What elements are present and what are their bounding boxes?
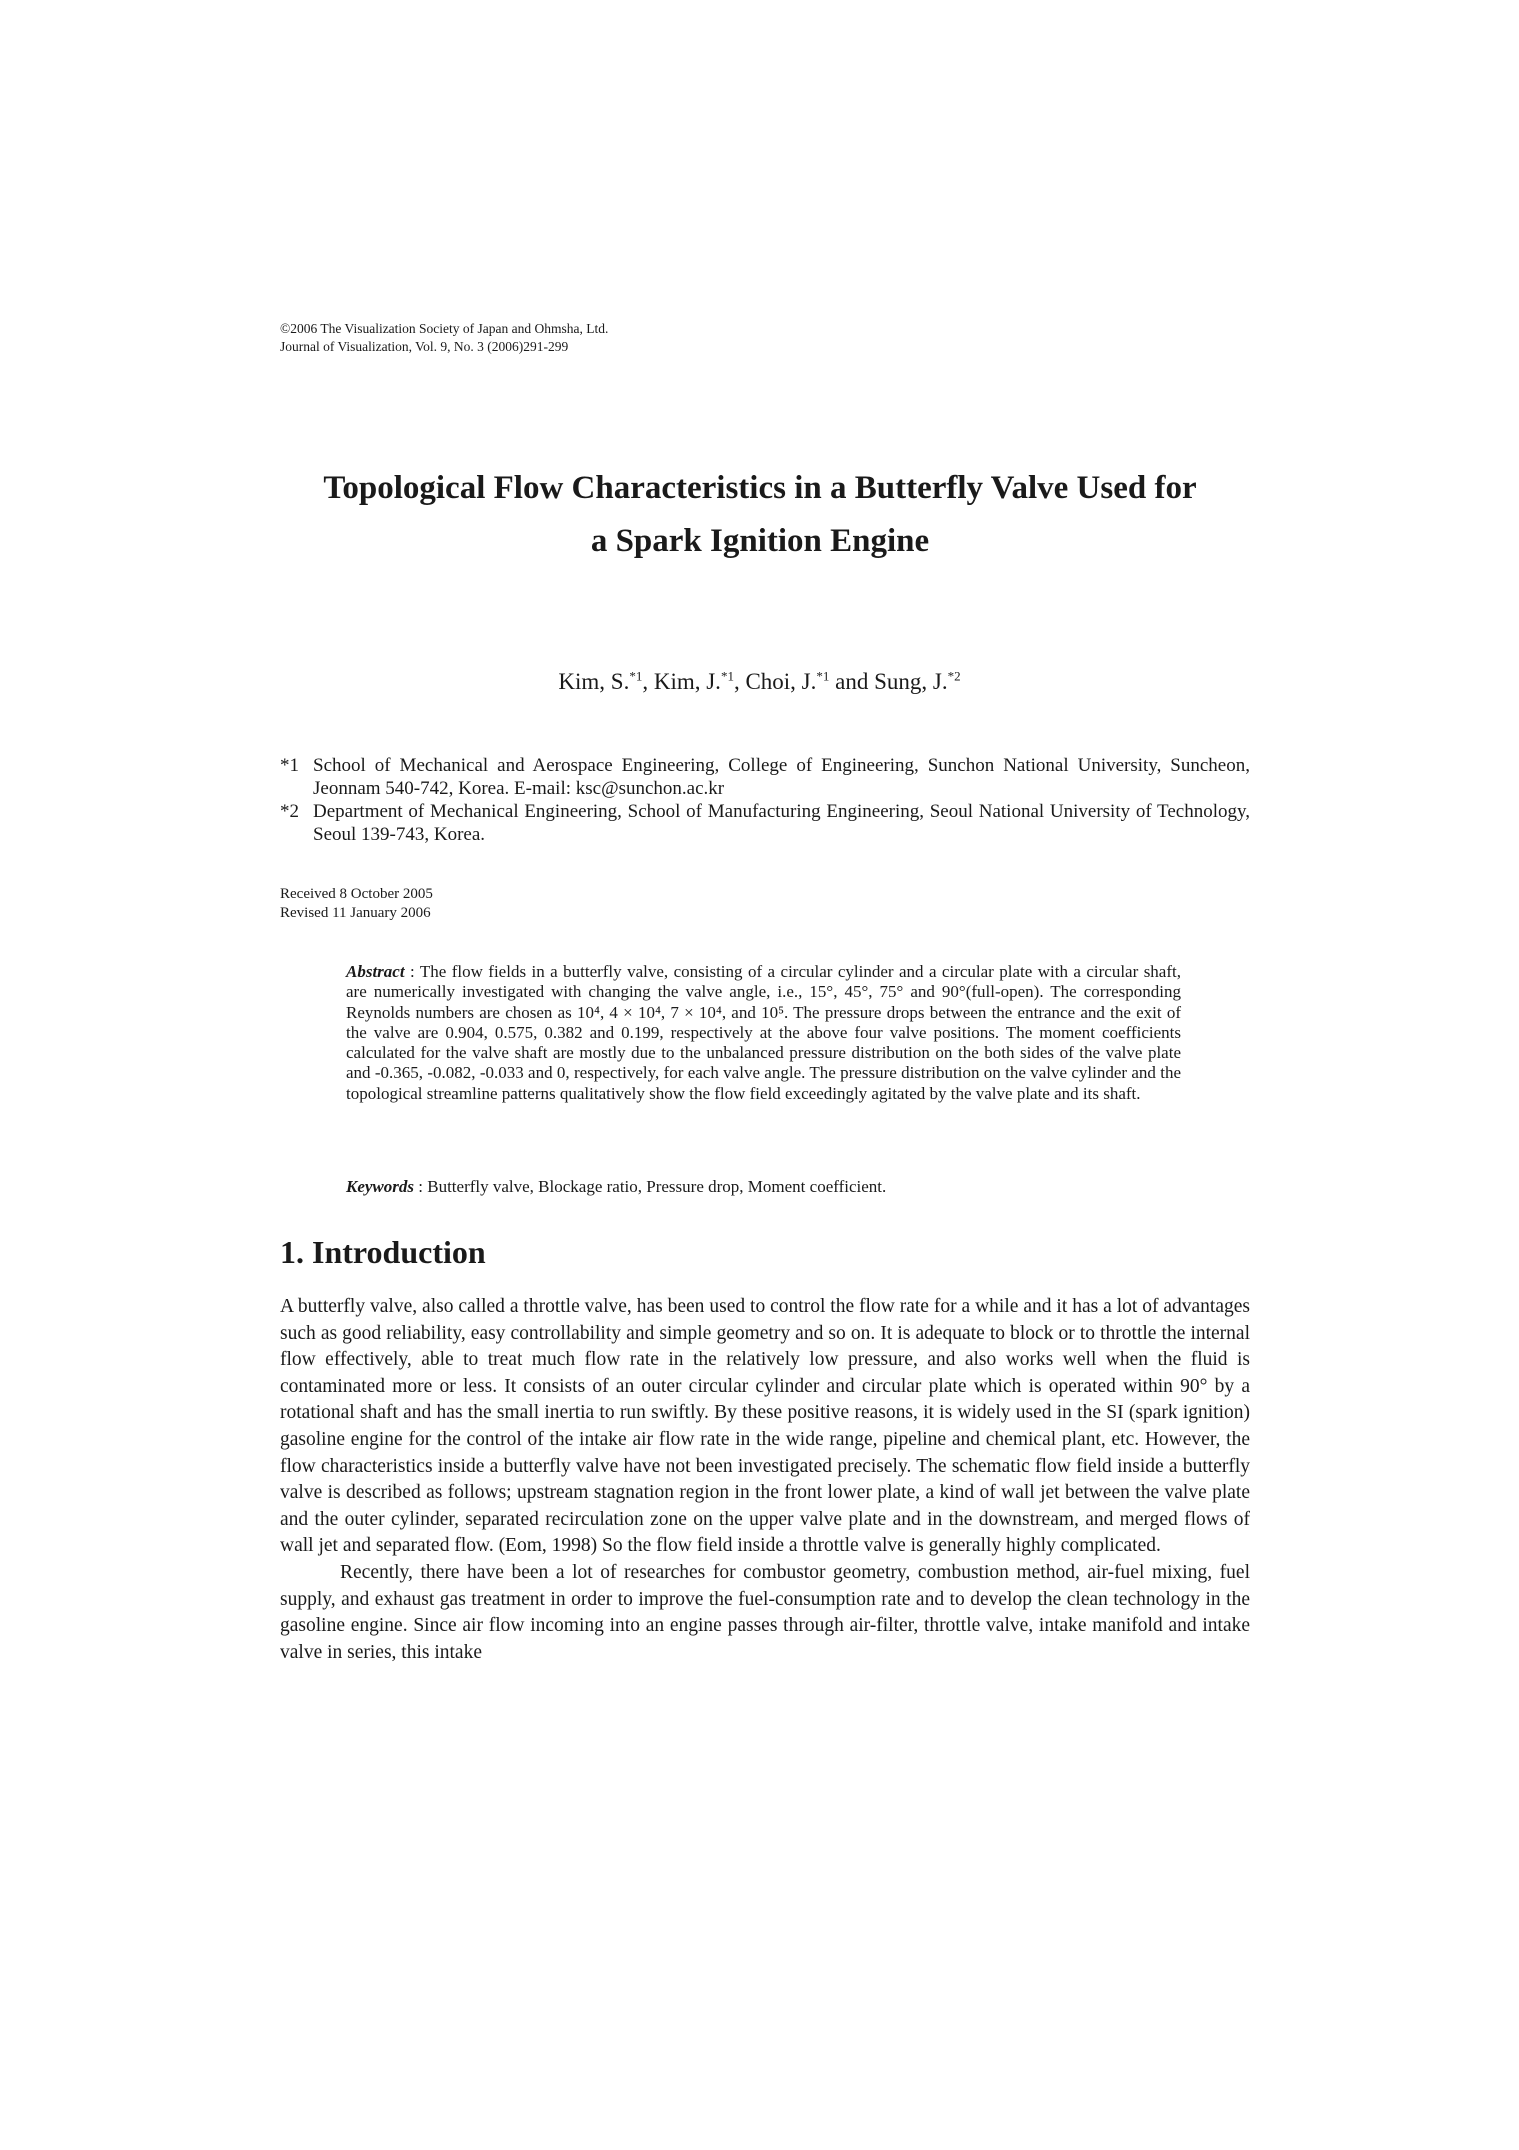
revised-date: Revised 11 January 2006 [280, 905, 431, 921]
author-affil-mark: *1 [629, 668, 643, 684]
author-name: Kim, S. [558, 669, 630, 694]
author-name: Choi, J. [745, 669, 817, 694]
paper-title [240, 462, 1280, 568]
received-date: Received 8 October 2005 [280, 886, 433, 902]
author-list [0, 668, 1519, 696]
abstract-separator: : [404, 962, 420, 981]
affiliation-text: School of Mechanical and Aerospace Engineering, College of Engineering, Sunchon National University, Suncheon, Jeonnam 540-742, Korea. E-mail: ksc@sunchon.ac.kr [313, 755, 1250, 799]
journal-citation: Journal of Visualization, Vol. 9, No. 3 (2006)291-299 [280, 339, 569, 354]
section-heading: 1. Introduction [280, 1234, 486, 1270]
affiliation-text: Department of Mechanical Engineering, School of Manufacturing Engineering, Seoul National University of Technology, Seoul 139-743, Korea. [313, 801, 1250, 845]
keywords-text: Butterfly valve, Blockage ratio, Pressure drop, Moment coefficient. [427, 1177, 887, 1196]
author-name: Kim, J. [653, 669, 721, 694]
abstract [346, 962, 1181, 1104]
affiliations [280, 754, 1250, 846]
author-separator: , [733, 669, 746, 694]
abstract-text: The flow fields in a butterfly valve, consisting of a circular cylinder and a circular plate with a circular shaft, are numerically investigated with changing the valve angle, i.e., 15°, 45°, 75° and 90°(full-open). The corresponding Reynolds numbers are chosen as 10⁴, 4 × 10⁴, 7 × 10⁴, and 10⁵. The pressure drops between the entrance and the exit of the valve are 0.904, 0.575, 0.382 and 0.199, respectively at the above four valve positions. The moment coefficients calculated for the valve shaft are mostly due to the unbalanced pressure distribution on the both sides of the valve plate and -0.365, -0.082, -0.033 and 0, respectively, for each valve angle. The pressure distribution on the valve cylinder and the topological streamline patterns qualitatively show the flow field exceedingly agitated by the valve plate and its shaft. [346, 962, 1181, 1103]
section-body [280, 1294, 1250, 1666]
keywords-label: Keywords [346, 1177, 414, 1196]
abstract-label: Abstract [346, 962, 405, 981]
title-line-2: a Spark Ignition Engine [590, 523, 930, 559]
affiliation-mark: *1 [280, 755, 299, 776]
body-paragraph: A butterfly valve, also called a throttle valve, has been used to control the flow rate for a while and it has a lot of advantages such as good reliability, easy controllability and simple geometry and so on. It is adequate to block or to throttle the internal flow effectively, able to treat much flow rate in the relatively low pressure, and also works well when the fluid is contaminated more or less. It consists of an outer circular cylinder and circular plate which is operated within 90° by a rotational shaft and has the small inertia to run swiftly. By these positive reasons, it is widely used in the SI (spark ignition) gasoline engine for the control of the intake air flow rate in the wide range, pipeline and chemical plant, etc. However, the flow characteristics inside a butterfly valve have not been investigated precisely. The schematic flow field inside a butterfly valve is described as follows; upstream stagnation region in the front lower plate, a kind of wall jet between the valve plate and the outer cylinder, separated recirculation zone on the upper valve plate and in the downstream, and merged flows of wall jet and separated flow. (Eom, 1998) So the flow field inside a throttle valve is generally highly complicated. [280, 1296, 1250, 1557]
author-affil-mark: *1 [720, 668, 734, 684]
author-separator: and [829, 669, 875, 694]
author-affil-mark: *1 [816, 668, 830, 684]
keywords-separator: : [414, 1177, 428, 1196]
keywords [346, 1176, 1181, 1197]
author-name: Sung, J. [874, 669, 948, 694]
copyright-notice [280, 320, 608, 356]
affiliation-item [280, 800, 1250, 846]
author-affil-mark: *2 [947, 668, 961, 684]
body-paragraph: Recently, there have been a lot of researches for combustor geometry, combustion method, air-fuel mixing, fuel supply, and exhaust gas treatment in order to improve the fuel-consumption rate and to develop the clean technology in the gasoline engine. Since air flow incoming into an engine passes through air-filter, throttle valve, intake manifold and intake valve in series, this intake [280, 1561, 1250, 1663]
submission-dates [280, 885, 433, 923]
copyright-line: ©2006 The Visualization Society of Japan and Ohmsha, Ltd. [280, 321, 609, 336]
affiliation-mark: *2 [280, 801, 299, 822]
title-line-1: Topological Flow Characteristics in a Butterfly Valve Used for [323, 470, 1197, 506]
author-separator: , [642, 669, 654, 694]
affiliation-item [280, 754, 1250, 800]
